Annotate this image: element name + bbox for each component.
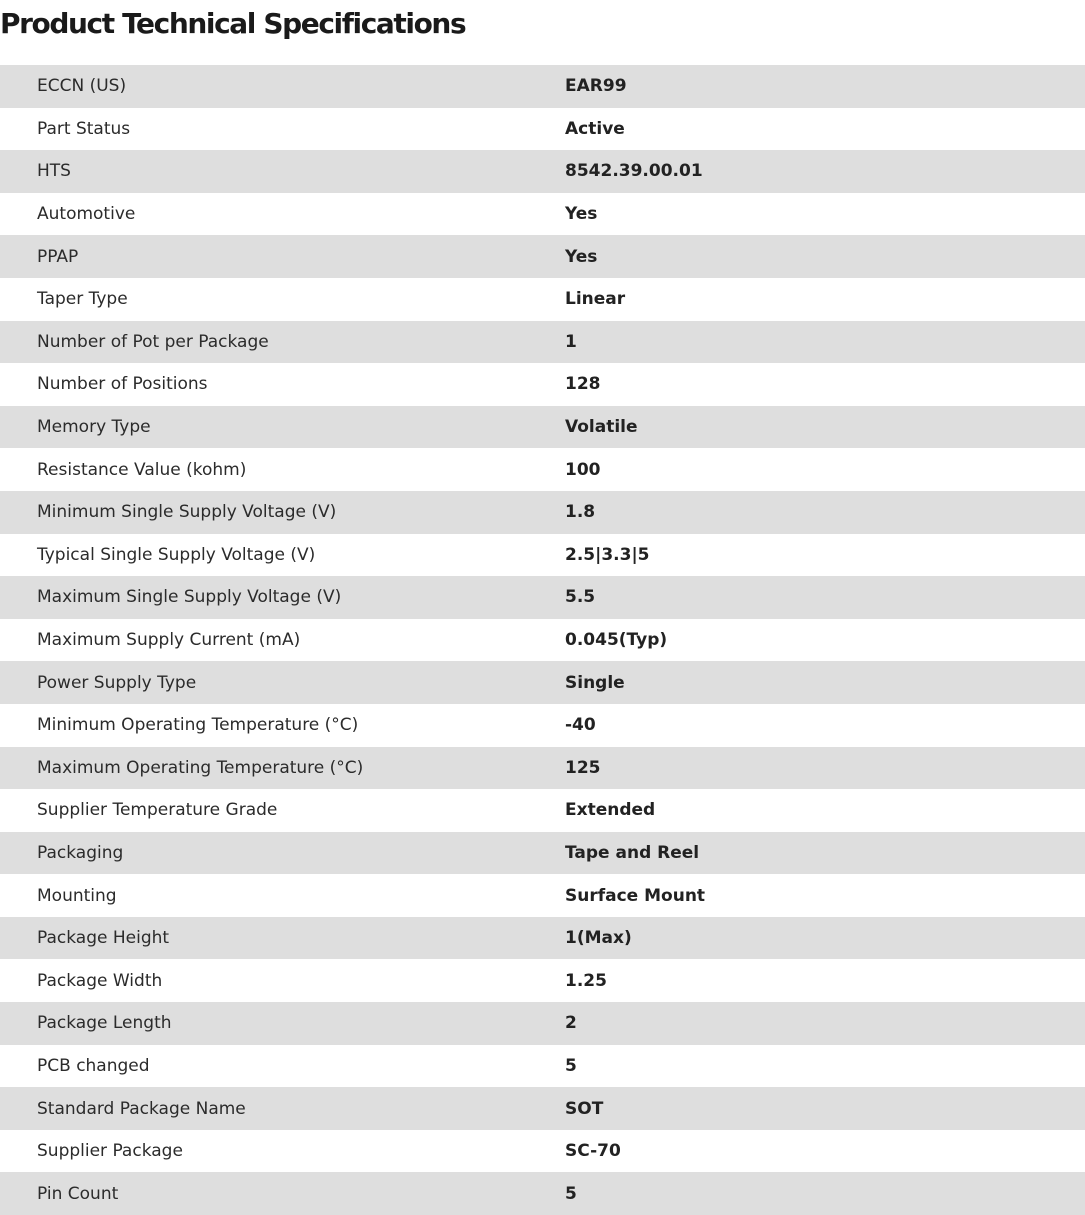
spec-label: HTS: [37, 161, 71, 182]
spec-value: Active: [565, 118, 625, 139]
spec-value: Surface Mount: [565, 885, 706, 906]
spec-value: 5.5: [565, 587, 596, 608]
spec-label: Supplier Package: [37, 1141, 183, 1162]
spec-label: Maximum Operating Temperature (°C): [37, 757, 364, 778]
spec-row: [0, 534, 1085, 577]
spec-row: [0, 321, 1085, 364]
spec-value: 2: [565, 1013, 577, 1034]
spec-row: [0, 1130, 1085, 1173]
spec-value: Extended: [565, 800, 656, 821]
spec-value: SOT: [565, 1098, 604, 1119]
spec-value: Linear: [565, 289, 626, 310]
spec-label: Minimum Operating Temperature (°C): [37, 715, 359, 736]
spec-row: [0, 874, 1085, 917]
spec-value: -40: [565, 715, 596, 736]
spec-value: 8542.39.00.01: [565, 161, 703, 182]
spec-label: Power Supply Type: [37, 672, 197, 693]
spec-value: 0.045(Typ): [565, 630, 668, 651]
page-title: Product Technical Specifications: [0, 7, 466, 40]
spec-value: 5: [565, 1055, 577, 1076]
spec-row: [0, 747, 1085, 790]
spec-label: Packaging: [37, 842, 124, 863]
spec-value: EAR99: [565, 76, 627, 97]
spec-value: 1.25: [565, 970, 607, 991]
spec-value: Single: [565, 672, 625, 693]
spec-label: Minimum Single Supply Voltage (V): [37, 502, 337, 523]
spec-row: [0, 576, 1085, 619]
spec-value: Volatile: [565, 417, 638, 438]
spec-label: Pin Count: [37, 1183, 119, 1204]
spec-label: ECCN (US): [37, 76, 127, 97]
spec-value: 5: [565, 1183, 577, 1204]
spec-row: [0, 150, 1085, 193]
spec-row: [0, 1045, 1085, 1088]
spec-value: 1: [565, 331, 577, 352]
spec-row: [0, 193, 1085, 236]
spec-row: [0, 619, 1085, 662]
spec-label: PCB changed: [37, 1055, 150, 1076]
spec-label: Part Status: [37, 118, 131, 139]
spec-label: Taper Type: [37, 289, 128, 310]
spec-row: [0, 832, 1085, 875]
spec-row: [0, 108, 1085, 151]
spec-label: Maximum Supply Current (mA): [37, 630, 301, 651]
spec-row: [0, 1087, 1085, 1130]
spec-label: Package Height: [37, 928, 170, 949]
spec-row: [0, 491, 1085, 534]
spec-row: [0, 661, 1085, 704]
spec-row: [0, 1002, 1085, 1045]
spec-label: Automotive: [37, 204, 136, 225]
spec-label: Number of Pot per Package: [37, 331, 269, 352]
spec-label: Supplier Temperature Grade: [37, 800, 278, 821]
spec-row: [0, 363, 1085, 406]
spec-row: [0, 917, 1085, 960]
spec-table: [0, 65, 1085, 1215]
spec-row: [0, 65, 1085, 108]
spec-row: [0, 406, 1085, 449]
spec-row: [0, 704, 1085, 747]
spec-label: Resistance Value (kohm): [37, 459, 247, 480]
spec-label: Maximum Single Supply Voltage (V): [37, 587, 342, 608]
spec-value: 1.8: [565, 502, 596, 523]
spec-row: [0, 235, 1085, 278]
spec-label: Standard Package Name: [37, 1098, 246, 1119]
spec-value: Yes: [565, 246, 598, 267]
spec-label: PPAP: [37, 246, 79, 267]
spec-value: 2.5|3.3|5: [565, 544, 650, 565]
spec-label: Typical Single Supply Voltage (V): [37, 544, 316, 565]
spec-value: Yes: [565, 204, 598, 225]
spec-label: Package Width: [37, 970, 163, 991]
spec-label: Package Length: [37, 1013, 172, 1034]
spec-label: Mounting: [37, 885, 117, 906]
spec-value: Tape and Reel: [565, 842, 700, 863]
spec-row: [0, 278, 1085, 321]
spec-row: [0, 448, 1085, 491]
spec-row: [0, 789, 1085, 832]
spec-value: 128: [565, 374, 601, 395]
spec-value: 100: [565, 459, 601, 480]
spec-row: [0, 959, 1085, 1002]
spec-value: 125: [565, 757, 601, 778]
spec-value: SC-70: [565, 1141, 621, 1162]
spec-value: 1(Max): [565, 928, 632, 949]
spec-label: Number of Positions: [37, 374, 208, 395]
spec-label: Memory Type: [37, 417, 151, 438]
